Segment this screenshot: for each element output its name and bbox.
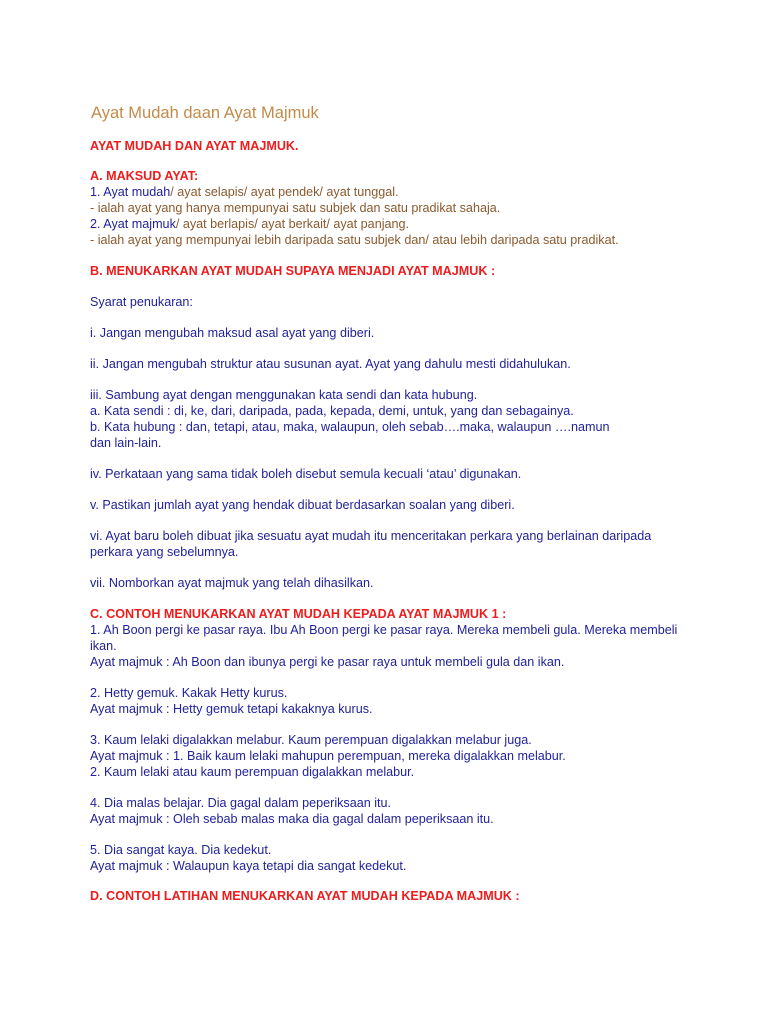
example-1-line-1: 1. Ah Boon pergi ke pasar raya. Ibu Ah Boon pergi ke pasar raya. Mereka membeli gula. Mereka membeli [90,623,678,637]
rule-3: iii. Sambung ayat dengan menggunakan kata sendi dan kata hubung. [90,388,478,402]
section-c-heading: C. CONTOH MENUKARKAN AYAT MUDAH KEPADA AYAT MAJMUK 1 : [90,607,507,621]
rule-7: vii. Nomborkan ayat majmuk yang telah dihasilkan. [90,576,374,590]
rule-5: v. Pastikan jumlah ayat yang hendak dibuat berdasarkan soalan yang diberi. [90,498,515,512]
section-d-heading: D. CONTOH LATIHAN MENUKARKAN AYAT MUDAH KEPADA MAJMUK : [90,889,520,903]
section-a-item-1-definition: - ialah ayat yang hanya mempunyai satu subjek dan satu pradikat sahaja. [90,201,501,215]
example-4-answer: Ayat majmuk : Oleh sebab malas maka dia gagal dalam peperiksaan itu. [90,812,494,826]
section-a-item-1 [90,184,399,200]
term-ayat-mudah: 1. Ayat mudah [90,185,171,199]
section-b-intro: Syarat penukaran: [90,295,193,309]
example-2-answer: Ayat majmuk : Hetty gemuk tetapi kakaknya kurus. [90,702,373,716]
example-3-line-1: 3. Kaum lelaki digalakkan melabur. Kaum perempuan digalakkan melabur juga. [90,733,532,747]
section-a-heading: A. MAKSUD AYAT: [90,169,199,183]
example-5-answer: Ayat majmuk : Walaupun kaya tetapi dia sangat kedekut. [90,859,407,873]
example-5-line-1: 5. Dia sangat kaya. Dia kedekut. [90,843,272,857]
example-1-answer: Ayat majmuk : Ah Boon dan ibunya pergi ke pasar raya untuk membeli gula dan ikan. [90,655,565,669]
example-1-line-2: ikan. [90,639,117,653]
section-a-item-2-definition: - ialah ayat yang mempunyai lebih daripada satu subjek dan/ atau lebih daripada satu pradikat. [90,233,619,247]
rule-3a: a. Kata sendi : di, ke, dari, daripada, pada, kepada, demi, untuk, yang dan sebagainya. [90,404,574,418]
rule-3b-line-2: dan lain-lain. [90,436,162,450]
rule-6-line-2: perkara yang sebelumnya. [90,545,239,559]
rule-2: ii. Jangan mengubah struktur atau susunan ayat. Ayat yang dahulu mesti didahulukan. [90,357,571,371]
term-ayat-mudah-synonyms: / ayat selapis/ ayat pendek/ ayat tunggal. [170,185,399,199]
example-3-answer-1: Ayat majmuk : 1. Baik kaum lelaki mahupun perempuan, mereka digalakkan melabur. [90,749,566,763]
main-heading: AYAT MUDAH DAN AYAT MAJMUK. [90,139,299,153]
rule-6-line-1: vi. Ayat baru boleh dibuat jika sesuatu ayat mudah itu menceritakan perkara yang berlainan daripada [90,529,652,543]
example-2-line-1: 2. Hetty gemuk. Kakak Hetty kurus. [90,686,288,700]
term-ayat-majmuk-synonyms: / ayat berlapis/ ayat berkait/ ayat panjang. [175,217,410,231]
example-4-line-1: 4. Dia malas belajar. Dia gagal dalam peperiksaan itu. [90,796,392,810]
section-a-item-2 [90,216,409,232]
document-title: Ayat Mudah daan Ayat Majmuk [91,104,319,122]
rule-4: iv. Perkataan yang sama tidak boleh disebut semula kecuali ‘atau’ digunakan. [90,467,522,481]
rule-3b-line-1: b. Kata hubung : dan, tetapi, atau, maka, walaupun, oleh sebab….maka, walaupun ….namun [90,420,610,434]
term-ayat-majmuk: 2. Ayat majmuk [90,217,176,231]
example-3-answer-2: 2. Kaum lelaki atau kaum perempuan digalakkan melabur. [90,765,415,779]
section-b-heading: B. MENUKARKAN AYAT MUDAH SUPAYA MENJADI AYAT MAJMUK : [90,264,496,278]
rule-1: i. Jangan mengubah maksud asal ayat yang diberi. [90,326,375,340]
